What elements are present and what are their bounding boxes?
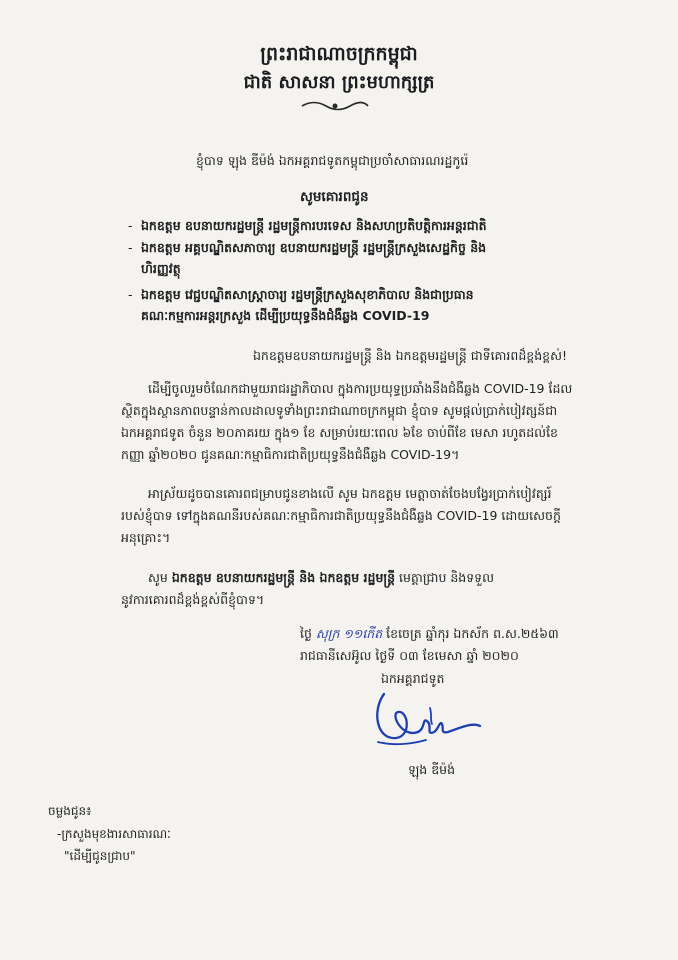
recipient-bullet: - [128, 218, 133, 233]
recipient-line: ឯកឧត្តម វេជ្ជបណ្ឌិតសាស្ត្រាចារ្យ រដ្ឋមន្ត្រីក្រសួងសុខាភិបាល និងជាប្រធាន [141, 287, 474, 302]
cc-item: -ក្រសួងមុខងារសាធារណៈ [57, 827, 171, 841]
signature-image [368, 688, 486, 750]
lunar-date-day: សុក្រ ១១កើត [315, 626, 383, 641]
paragraph-line: ដើម្បីចូលរួមចំណែកជាមួយរាជរដ្ឋាភិបាល ក្នុងការប្រយុទ្ធប្រឆាំងនឹងជំងឺឆ្លង COVID-19 ដែល [148, 381, 573, 396]
paragraph-line: របស់ខ្ញុំបាទ ទៅក្នុងគណនីរបស់គណៈកម្មាធិការជាតិប្រយុទ្ធនឹងជំងឺឆ្លង COVID-19 ដោយសេចក្តី [121, 508, 561, 523]
closing-addressees: ឯកឧត្តម ឧបនាយករដ្ឋមន្ត្រី និង ឯកឧត្តម រដ្ឋមន្ត្រី [171, 570, 396, 585]
lunar-date-rest: ខែចេត្រ ឆ្នាំកុរ ឯកស័ក ព.ស.២៥៦៣ [386, 626, 559, 641]
solar-date: រាជធានីសេអ៊ូល ថ្ងៃទី ០៣ ខែមេសា ឆ្នាំ ២០២០ [300, 648, 519, 663]
greeting-line: ឯកឧត្តមឧបនាយករដ្ឋមន្ត្រី និង ឯកឧត្តមរដ្ឋមន្ត្រី ជាទីគោរពដ៏ខ្ពង់ខ្ពស់! [253, 348, 567, 363]
recipient-bullet: - [128, 287, 133, 302]
paragraph-line: អនុគ្រោះ។ [121, 530, 171, 545]
cc-item: "ដើម្បីជូនជ្រាប" [64, 849, 136, 863]
lunar-date-prefix: ថ្ងៃ [300, 626, 312, 641]
paragraph-line: កញ្ញា ឆ្នាំ២០២០ ជូនគណៈកម្មាធិការជាតិប្រយុទ្ធនឹងជំងឺឆ្លង COVID-19។ [121, 447, 460, 462]
signer-title: ឯកអគ្គរាជទូត [381, 671, 445, 686]
cc-label: ចម្លងជូន៖ [48, 804, 92, 818]
paragraph-line: ស្ថិតក្នុងស្ថានភាពបន្ទាន់កាលដាលទូទាំងព្រះរាជាណាចក្រកម្ពុជា ខ្ញុំបាទ សូមផ្តល់ប្រាក់បៀវត្សន៍ជា [121, 403, 558, 418]
recipient-line: គណៈកម្មការអន្តរក្រសួង ដើម្បីប្រយុទ្ធនឹងជំងឺឆ្លង COVID-19 [141, 308, 430, 323]
recipient-line: ហិរញ្ញវត្ថុ [141, 261, 181, 276]
paragraph-line: ឯកអគ្គរាជទូត ចំនួន ២០ភាគរយ ក្នុង១ ខែ សម្រាប់រយៈពេល ៦ខែ ចាប់ពីខែ មេសា រហូតដល់ខែ [121, 425, 558, 440]
closing-prefix: សូម [148, 570, 168, 585]
national-motto: ជាតិ សាសនា ព្រះមហាក្សត្រ [243, 72, 435, 93]
recipient-bullet: - [128, 240, 133, 255]
paragraph-line: អាស្រ័យដូចបានគោរពជម្រាបជូនខាងលើ សូម ឯកឧត្តម មេត្តាចាត់ចែងបង្វែរប្រាក់បៀវត្សរ៍ [148, 486, 552, 501]
recipient-line: ឯកឧត្តម អគ្គបណ្ឌិតសភាចារ្យ ឧបនាយករដ្ឋមន្ត្រី រដ្ឋមន្ត្រីក្រសួងសេដ្ឋកិច្ច និង [141, 240, 487, 255]
recipient-line: ឯកឧត្តម ឧបនាយករដ្ឋមន្ត្រី រដ្ឋមន្ត្រីការបរទេស និងសហប្រតិបត្តិការអន្តរជាតិ [141, 218, 487, 233]
lunar-date [300, 626, 559, 642]
closing-suffix: មេត្តាជ្រាប និងទទួល [399, 570, 495, 585]
closing-line-2: នូវការគោរពដ៏ខ្ពង់ខ្ពស់ពីខ្ញុំបាទ។ [121, 592, 265, 607]
sender-line: ខ្ញុំបាទ ឡុង ឌីម៉ង់ ឯកអគ្គរាជទូតកម្ពុជាប្រចាំសាធារណរដ្ឋកូរ៉េ [196, 153, 469, 168]
kingdom-title: ព្រះរាជាណាចក្រកម្ពុជា [260, 43, 418, 65]
closing-line [148, 570, 494, 586]
signer-name: ឡុង ឌីម៉ង់ [408, 762, 456, 777]
salutation-heading: សូមគោរពជូន [300, 189, 369, 205]
ornament-divider-icon [300, 98, 370, 114]
